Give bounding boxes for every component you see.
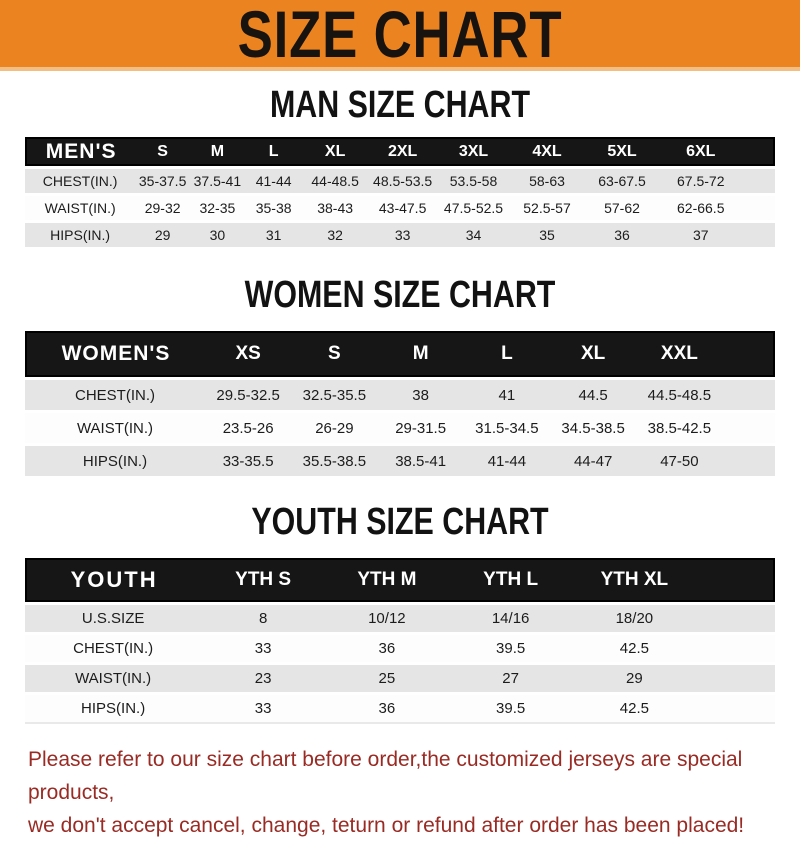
size-column-header: 6XL [660,137,743,166]
size-value: 44-47 [550,446,636,476]
size-value: 31 [245,223,303,247]
size-value: 35-37.5 [135,169,190,193]
row-label: CHEST(IN.) [25,169,135,193]
size-value: 18/20 [573,605,697,632]
size-value: 38.5-42.5 [636,413,722,443]
row-label: HIPS(IN.) [25,223,135,247]
size-column-header: XL [550,331,636,377]
women-section [0,276,800,479]
size-value: 37.5-41 [190,169,245,193]
order-notice-line2: we don't accept cancel, change, teturn or refund after order has been placed! [28,814,745,837]
youth-section [0,503,800,727]
row-spacer [723,413,776,443]
size-value: 31.5-34.5 [464,413,550,443]
size-value: 29-31.5 [378,413,464,443]
size-value: 36 [325,635,449,662]
header-spacer [742,137,775,166]
size-value: 10/12 [325,605,449,632]
size-value: 29 [135,223,190,247]
size-value: 29 [573,665,697,692]
row-label: U.S.SIZE [25,605,201,632]
size-column-header: L [245,137,303,166]
men-size-table [25,134,775,250]
size-column-header: 3XL [438,137,510,166]
row-spacer [696,635,775,662]
row-spacer [696,605,775,632]
size-column-header: M [378,331,464,377]
size-value: 47.5-52.5 [438,196,510,220]
size-value: 67.5-72 [660,169,743,193]
youth-size-table [25,555,775,727]
size-value: 36 [325,695,449,724]
size-value: 63-67.5 [585,169,660,193]
order-notice-line1: Please refer to our size chart before order,the customized jerseys are special products, [28,748,743,804]
size-column-header: L [464,331,550,377]
size-chart-title: SIZE CHART [237,0,563,71]
size-value: 38 [378,380,464,410]
size-value: 26-29 [291,413,377,443]
size-chart-banner [0,0,800,71]
size-value: 14/16 [449,605,573,632]
row-label: HIPS(IN.) [25,695,201,724]
size-column-header: XL [303,137,368,166]
size-value: 44.5 [550,380,636,410]
size-value: 29.5-32.5 [205,380,291,410]
size-value: 33 [201,695,325,724]
size-value: 48.5-53.5 [368,169,438,193]
row-label: CHEST(IN.) [25,380,205,410]
size-column-header: 2XL [368,137,438,166]
table-title-cell: YOUTH [25,558,201,602]
size-value: 52.5-57 [510,196,585,220]
row-spacer [696,695,775,724]
size-value: 23.5-26 [205,413,291,443]
women-size-table [25,328,775,479]
size-value: 41 [464,380,550,410]
size-value: 44-48.5 [303,169,368,193]
row-spacer [742,169,775,193]
size-value: 38-43 [303,196,368,220]
table-title-cell: MEN'S [25,137,135,166]
size-column-header: M [190,137,245,166]
table-title-cell: WOMEN'S [25,331,205,377]
size-value: 57-62 [585,196,660,220]
size-value: 27 [449,665,573,692]
size-value: 35.5-38.5 [291,446,377,476]
size-column-header: 4XL [510,137,585,166]
size-value: 30 [190,223,245,247]
size-value: 39.5 [449,695,573,724]
men-section [0,86,800,250]
size-column-header: S [291,331,377,377]
size-value: 43-47.5 [368,196,438,220]
size-value: 33-35.5 [205,446,291,476]
row-label: WAIST(IN.) [25,196,135,220]
size-value: 8 [201,605,325,632]
size-value: 32-35 [190,196,245,220]
size-value: 33 [201,635,325,662]
row-label: CHEST(IN.) [25,635,201,662]
size-value: 29-32 [135,196,190,220]
size-value: 41-44 [464,446,550,476]
size-value: 25 [325,665,449,692]
size-value: 32.5-35.5 [291,380,377,410]
women-section-heading: WOMEN SIZE CHART [244,274,556,316]
order-notice [28,743,772,842]
size-value: 23 [201,665,325,692]
size-value: 39.5 [449,635,573,662]
size-value: 35-38 [245,196,303,220]
row-spacer [723,446,776,476]
size-value: 36 [585,223,660,247]
size-value: 42.5 [573,695,697,724]
size-value: 38.5-41 [378,446,464,476]
size-column-header: 5XL [585,137,660,166]
row-label: WAIST(IN.) [25,413,205,443]
size-value: 58-63 [510,169,585,193]
size-value: 62-66.5 [660,196,743,220]
men-section-heading: MAN SIZE CHART [269,84,531,126]
size-value: 41-44 [245,169,303,193]
row-spacer [742,223,775,247]
row-label: WAIST(IN.) [25,665,201,692]
size-value: 33 [368,223,438,247]
size-column-header: YTH XL [573,558,697,602]
size-value: 34 [438,223,510,247]
size-column-header: YTH M [325,558,449,602]
size-value: 35 [510,223,585,247]
row-spacer [723,380,776,410]
size-column-header: XS [205,331,291,377]
header-spacer [696,558,775,602]
row-spacer [742,196,775,220]
size-value: 34.5-38.5 [550,413,636,443]
size-column-header: XXL [636,331,722,377]
size-column-header: YTH S [201,558,325,602]
youth-section-heading: YOUTH SIZE CHART [251,501,549,543]
size-value: 42.5 [573,635,697,662]
row-label: HIPS(IN.) [25,446,205,476]
size-column-header: YTH L [449,558,573,602]
size-value: 32 [303,223,368,247]
header-spacer [723,331,776,377]
size-value: 47-50 [636,446,722,476]
size-value: 53.5-58 [438,169,510,193]
row-spacer [696,665,775,692]
size-value: 44.5-48.5 [636,380,722,410]
size-value: 37 [660,223,743,247]
size-column-header: S [135,137,190,166]
